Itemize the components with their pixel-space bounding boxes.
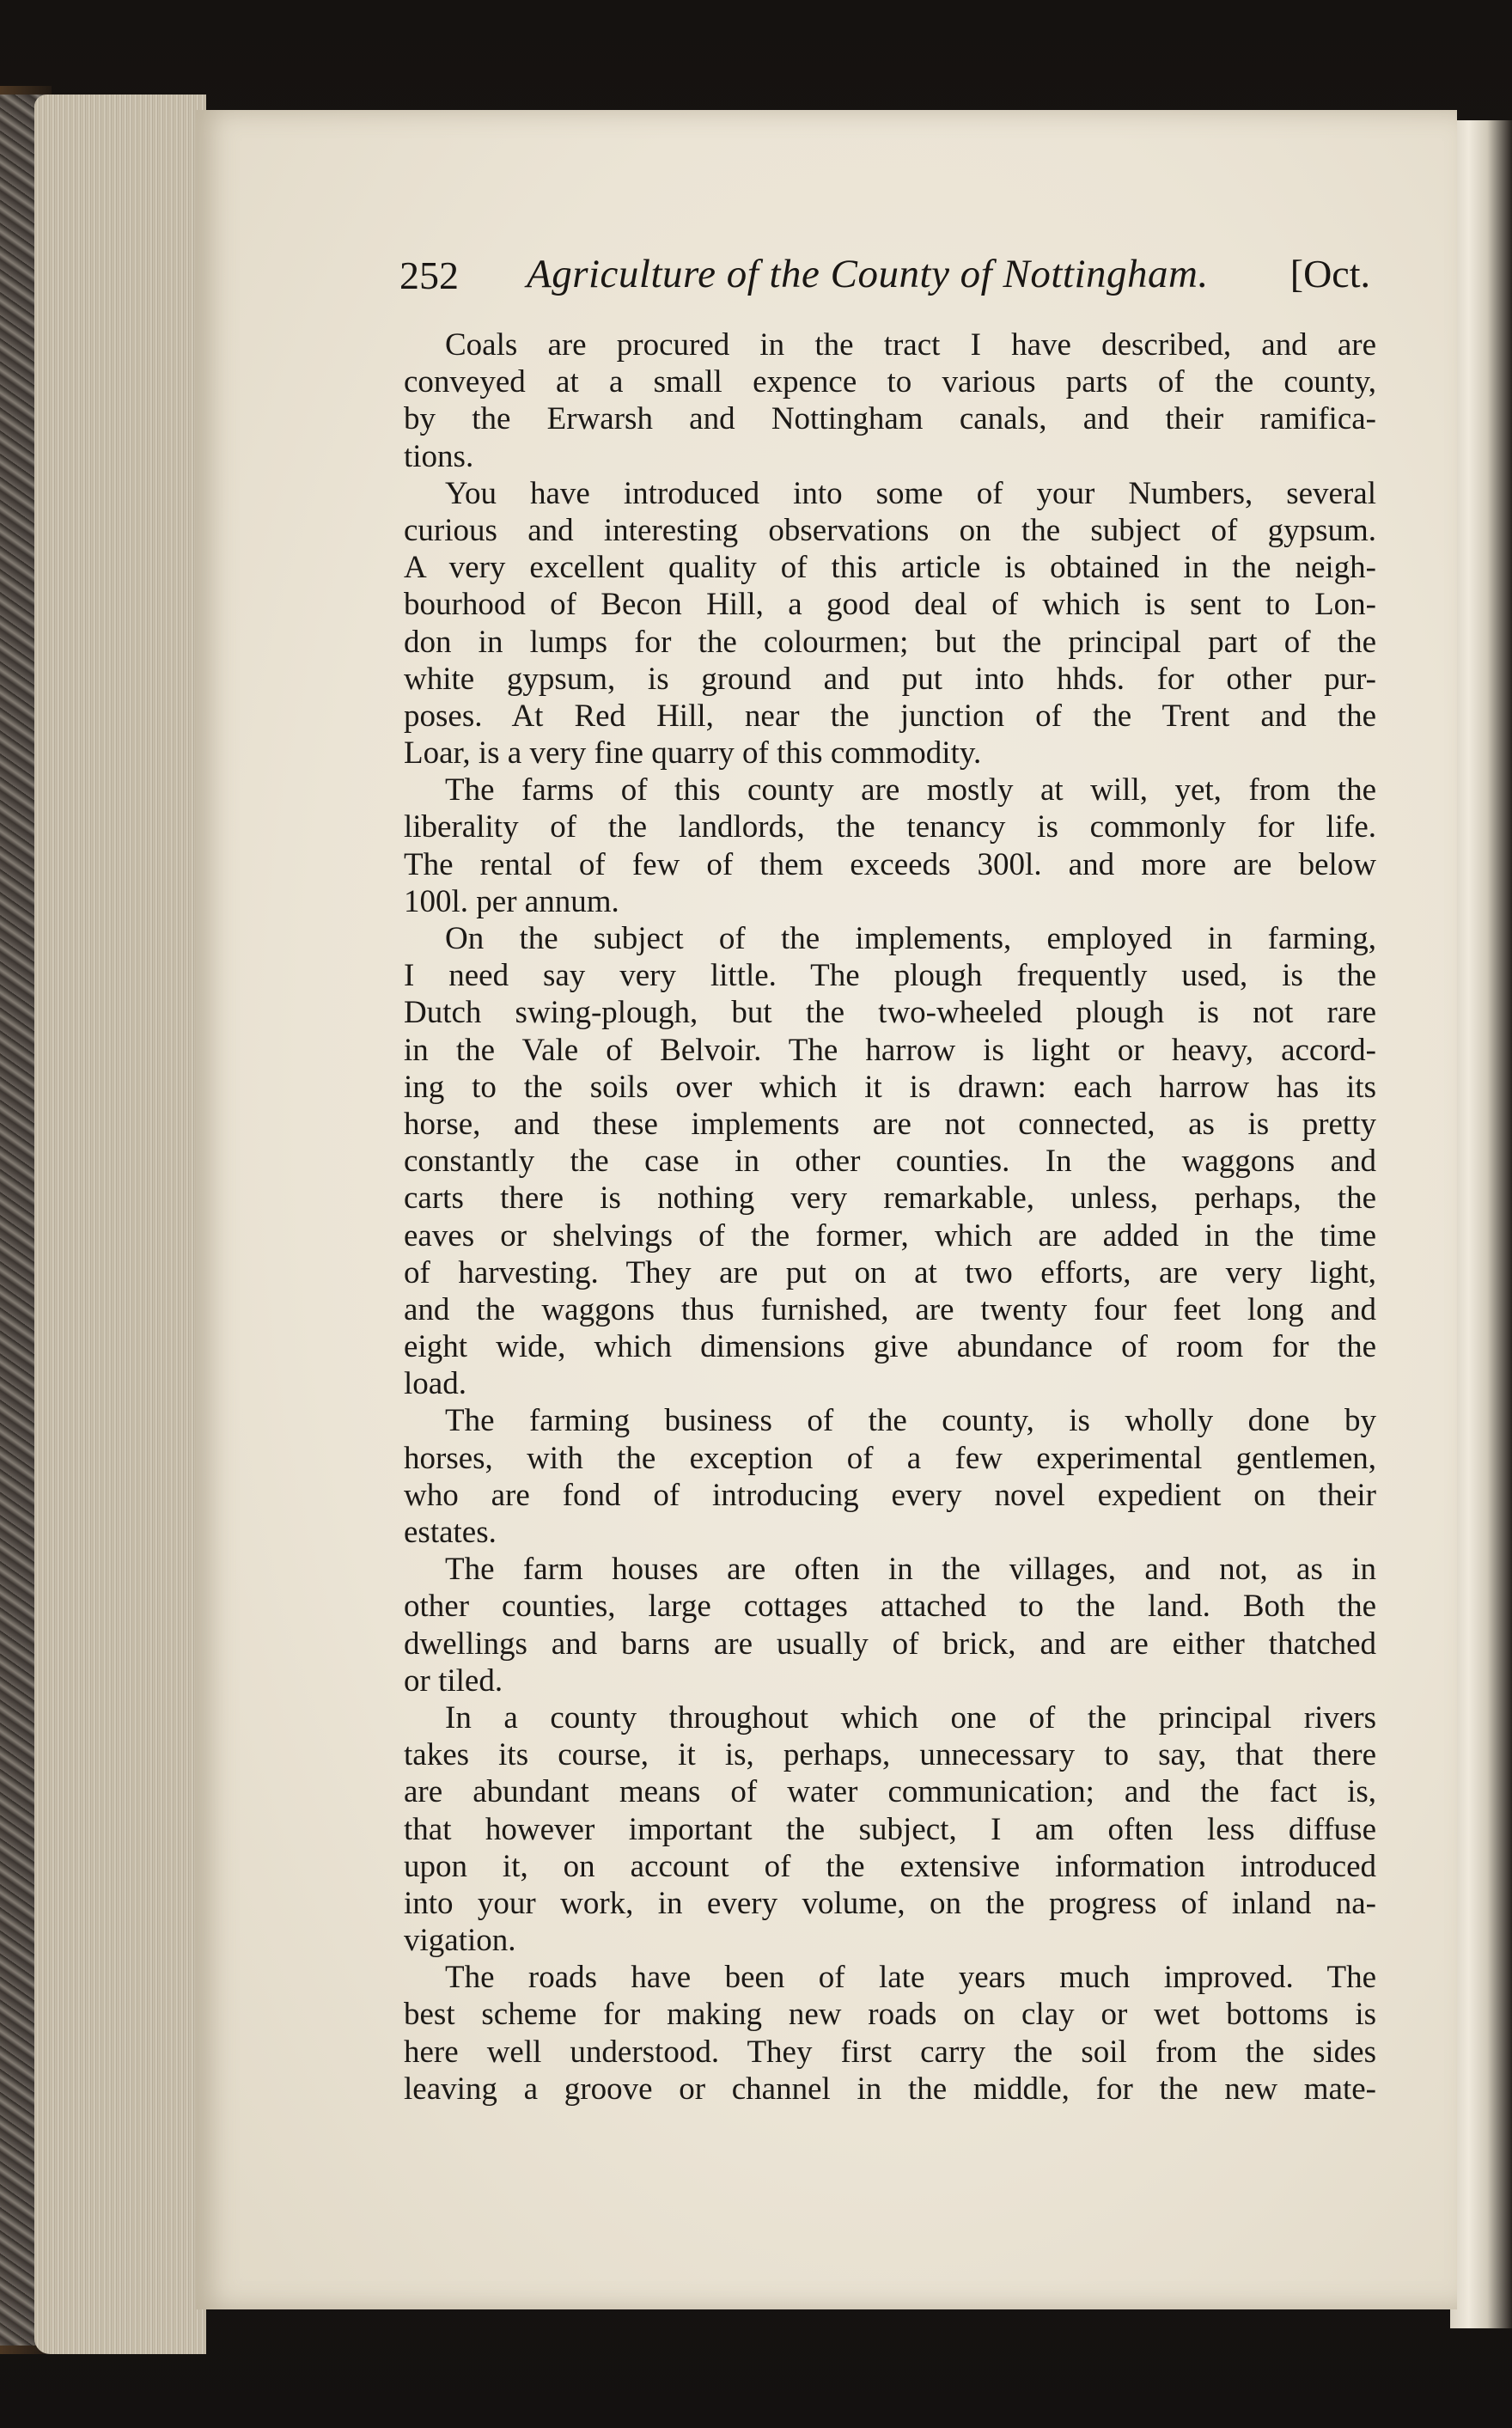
text-line: I need say very little. The plough frequently used, is the bbox=[404, 958, 1376, 994]
text-line: don in lumps for the colourmen; but the principal part of the bbox=[404, 624, 1376, 660]
text-line: conveyed at a small expence to various parts of the county, bbox=[404, 364, 1376, 400]
running-month: [Oct. bbox=[1289, 252, 1370, 296]
text-line: load. bbox=[404, 1366, 466, 1402]
text-line: white gypsum, is ground and put into hhds. for other pur- bbox=[404, 661, 1376, 697]
text-line: Loar, is a very fine quarry of this commodity. bbox=[404, 735, 982, 772]
text-line: The rental of few of them exceeds 300l. and more are below bbox=[404, 846, 1376, 882]
text-line: bourhood of Becon Hill, a good deal of which is sent to Lon- bbox=[404, 587, 1376, 623]
page-edges bbox=[34, 95, 206, 2354]
text-line: The farm houses are often in the villages, and not, as in bbox=[445, 1552, 1376, 1588]
text-line: Dutch swing-plough, but the two-wheeled plough is not rare bbox=[404, 995, 1376, 1031]
text-line: liberality of the landlords, the tenancy is commonly for life. bbox=[404, 809, 1376, 845]
text-line: or tiled. bbox=[404, 1662, 503, 1699]
text-line: eight wide, which dimensions give abundance of room for the bbox=[404, 1329, 1376, 1365]
text-line: ing to the soils over which it is drawn: each harrow has its bbox=[404, 1069, 1376, 1105]
running-title: Agriculture of the County of Nottingham. bbox=[527, 252, 1209, 296]
text-line: of harvesting. They are put on at two efforts, are very light, bbox=[404, 1254, 1376, 1290]
text-line: eaves or shelvings of the former, which are added in the time bbox=[404, 1217, 1376, 1254]
text-line: On the subject of the implements, employed in farming, bbox=[445, 921, 1376, 956]
text-line: tions. bbox=[404, 438, 474, 474]
text-line: estates. bbox=[404, 1515, 497, 1550]
text-line: and the waggons thus furnished, are twenty four feet long and bbox=[404, 1291, 1376, 1327]
text-line: dwellings and barns are usually of brick, and are either thatched bbox=[404, 1626, 1376, 1662]
text-line: poses. At Red Hill, near the junction of the Trent and the bbox=[404, 698, 1376, 734]
text-line: are abundant means of water communication; and the fact is, bbox=[404, 1774, 1376, 1810]
text-line: here well understood. They first carry the soil from the sides bbox=[404, 2034, 1376, 2070]
text-line: into your work, in every volume, on the progress of inland na- bbox=[404, 1885, 1376, 1921]
text-line: that however important the subject, I am often less diffuse bbox=[404, 1811, 1376, 1847]
text-line: best scheme for making new roads on clay or wet bottoms is bbox=[404, 1997, 1376, 2033]
text-line: In a county throughout which one of the principal rivers bbox=[445, 1699, 1376, 1736]
text-line: carts there is nothing very remarkable, unless, perhaps, the bbox=[404, 1180, 1376, 1217]
running-header bbox=[399, 247, 1370, 308]
facing-page-edge bbox=[1450, 120, 1512, 2328]
text-line: horse, and these implements are not connected, as is pretty bbox=[404, 1106, 1376, 1142]
text-line: in the Vale of Belvoir. The harrow is light or heavy, accord- bbox=[404, 1032, 1376, 1068]
text-line: The roads have been of late years much improved. The bbox=[445, 1960, 1376, 1996]
text-line: constantly the case in other counties. In the waggons and bbox=[404, 1144, 1376, 1180]
text-line: who are fond of introducing every novel expedient on their bbox=[404, 1477, 1376, 1513]
page-number: 252 bbox=[399, 253, 459, 297]
text-line: by the Erwarsh and Nottingham canals, and their ramifica- bbox=[404, 401, 1376, 437]
body-text bbox=[404, 326, 1376, 2108]
text-line: You have introduced into some of your Numbers, several bbox=[445, 475, 1376, 511]
text-line: Coals are procured in the tract I have described, and are bbox=[445, 327, 1376, 363]
text-line: leaving a groove or channel in the middle, for the new mate- bbox=[404, 2071, 1376, 2107]
text-line: A very excellent quality of this article is obtained in the neigh- bbox=[404, 550, 1376, 586]
text-line: horses, with the exception of a few experimental gentlemen, bbox=[404, 1440, 1376, 1476]
text-line: 100l. per annum. bbox=[404, 883, 619, 919]
text-line: other counties, large cottages attached to the land. Both the bbox=[404, 1589, 1376, 1625]
text-line: vigation. bbox=[404, 1923, 516, 1959]
text-line: upon it, on account of the extensive information introduced bbox=[404, 1848, 1376, 1884]
text-line: curious and interesting observations on the subject of gypsum. bbox=[404, 512, 1376, 548]
text-line: The farms of this county are mostly at will, yet, from the bbox=[445, 772, 1376, 808]
text-line: The farming business of the county, is wholly done by bbox=[445, 1403, 1376, 1439]
text-line: takes its course, it is, perhaps, unnecessary to say, that there bbox=[404, 1737, 1376, 1773]
